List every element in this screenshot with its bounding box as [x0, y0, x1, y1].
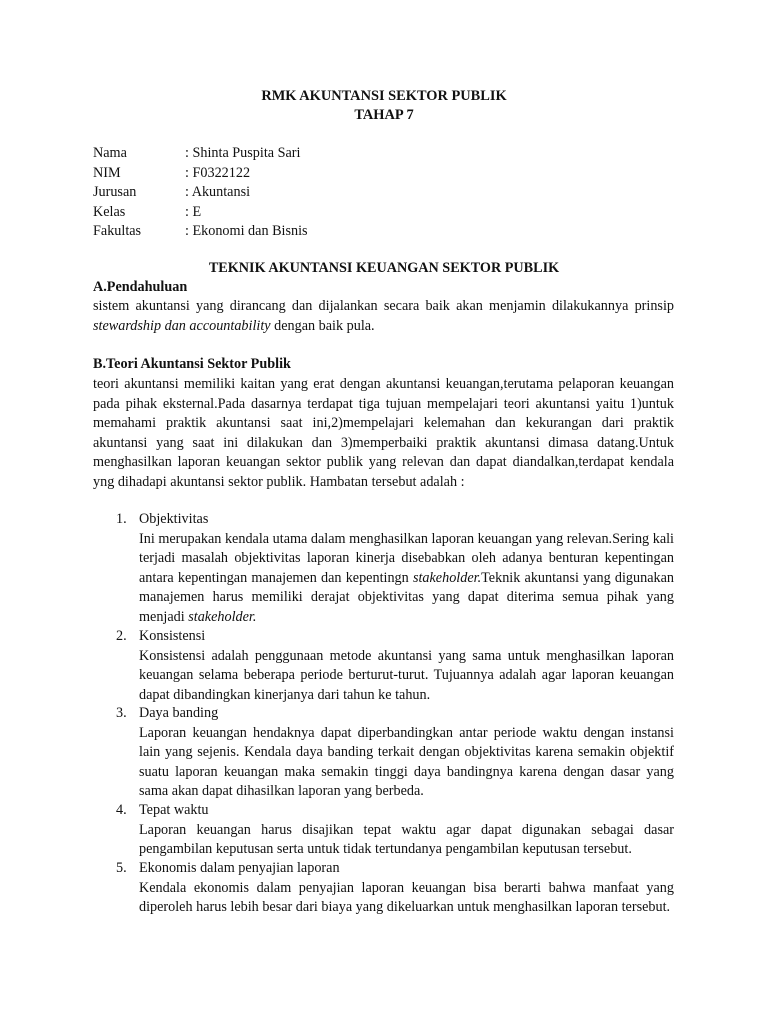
- list-item-title: Objektivitas: [139, 511, 209, 527]
- list-item: [116, 801, 674, 860]
- document-subtitle: TAHAP 7: [354, 107, 414, 123]
- info-row-nama: [93, 144, 653, 164]
- info-label: Fakultas: [93, 223, 142, 239]
- list-item-italic-text: stakeholder.: [412, 569, 482, 586]
- info-row-jurusan: [93, 183, 653, 203]
- list-item-number: 4.: [116, 802, 127, 818]
- info-label: Kelas: [93, 203, 126, 220]
- list-item-text: Teknik akuntansi yang digunakan manajemen harus memiliki derajat objektivitas yang dapat diterima semua pihak yang menjadi: [139, 569, 674, 625]
- student-info: [93, 144, 653, 242]
- info-value: : Ekonomi dan Bisnis: [185, 223, 308, 239]
- list-item: [116, 627, 674, 705]
- list-item-number: 5.: [116, 860, 127, 876]
- list-item: [116, 704, 674, 802]
- list-item-title: Daya banding: [139, 705, 219, 721]
- list-item-title: Tepat waktu: [139, 802, 209, 818]
- list-item-title: Konsistensi: [139, 628, 206, 644]
- section-a-text: sistem akuntansi yang dirancang dan dijalankan secara baik akan menjamin dilakukannya prinsip: [93, 298, 674, 314]
- list-item: [116, 510, 674, 628]
- info-row-kelas: [93, 203, 653, 223]
- section-a-text-end: dengan baik pula.: [270, 317, 375, 334]
- list-item-title: Ekonomis dalam penyajian laporan: [139, 860, 340, 876]
- document-title: RMK AKUNTANSI SEKTOR PUBLIK: [261, 88, 507, 104]
- list-item-italic-text: stakeholder.: [188, 608, 257, 625]
- info-value: : Shinta Puspita Sari: [185, 145, 301, 161]
- info-value: : E: [185, 203, 202, 220]
- main-heading: TEKNIK AKUNTANSI KEUANGAN SEKTOR PUBLIK: [208, 260, 560, 276]
- section-a-paragraph: [93, 297, 674, 336]
- info-label: Nama: [93, 145, 127, 161]
- section-a-heading: A.Pendahuluan: [93, 279, 188, 295]
- section-b-paragraph: teori akuntansi memiliki kaitan yang erat dengan akuntansi keuangan,terutama pelaporan keuangan pada pihak eksternal.Pada dasarnya terdapat tiga tujuan mempelajari teori akuntansi yaitu 1)untuk memahami praktik akuntansi saat ini,2)mempelajari kelemahan dan kekurangan dari praktik akuntansi yang saat ini dilakukan dan 3)memperbaiki praktik akuntansi dimasa datang.Untuk menghasilkan laporan keuangan sektor publik yang relevan dan dapat diandalkan,terdapat kendala yng dihadapi akuntansi sektor publik. Hambatan tersebut adalah :: [93, 376, 674, 490]
- info-row-nim: [93, 164, 653, 184]
- list-item-number: 2.: [116, 628, 127, 644]
- list-item-body: Kendala ekonomis dalam penyajian laporan keuangan bisa berarti bahwa manfaat yang diperoleh harus lebih besar dari biaya yang dikeluarkan untuk menghasilkan laporan tersebut.: [139, 879, 674, 916]
- info-value: : Akuntansi: [185, 184, 251, 200]
- list-item-number: 3.: [116, 705, 127, 721]
- list-item-body: Laporan keuangan harus disajikan tepat waktu agar dapat digunakan sebagai dasar pengambilan keputusan serta untuk tidak tertundanya pengambilan keputusan tersebut.: [139, 821, 674, 858]
- info-row-fakultas: [93, 222, 653, 242]
- list-item-body: Konsistensi adalah penggunaan metode akuntansi yang sama untuk menghasilkan laporan keuangan selama beberapa periode berturut-turut. Tujuannya adalah agar laporan keuangan dapat dibandingkan kinerjanya dari tahun ke tahun.: [139, 647, 674, 703]
- list-item-body: Laporan keuangan hendaknya dapat diperbandingkan antar periode waktu dengan instansi lain yang sejenis. Kendala daya banding terkait dengan objektivitas karena semakin objektif suatu laporan keuangan maka semakin tinggi daya bandingnya karena dengan dasar yang sama akan dapat dihasilkan laporan yang berbeda.: [139, 724, 674, 800]
- list-item-body: [139, 530, 674, 628]
- info-label: NIM: [93, 164, 121, 181]
- list-item-text: Ini merupakan kendala utama dalam menghasilkan laporan keuangan yang relevan.Sering kali terjadi masalah objektivitas laporan kinerja disebabkan oleh adanya benturan kepentingan antara kepentingan manajemen dan kepentingn: [139, 530, 674, 586]
- list-item: [116, 859, 674, 918]
- list-item-number: 1.: [116, 511, 127, 527]
- section-b-heading: B.Teori Akuntansi Sektor Publik: [93, 356, 291, 372]
- info-label: Jurusan: [93, 184, 137, 200]
- section-a-italic-text: stewardship dan accountability: [93, 317, 271, 334]
- info-value: : F0322122: [185, 164, 251, 181]
